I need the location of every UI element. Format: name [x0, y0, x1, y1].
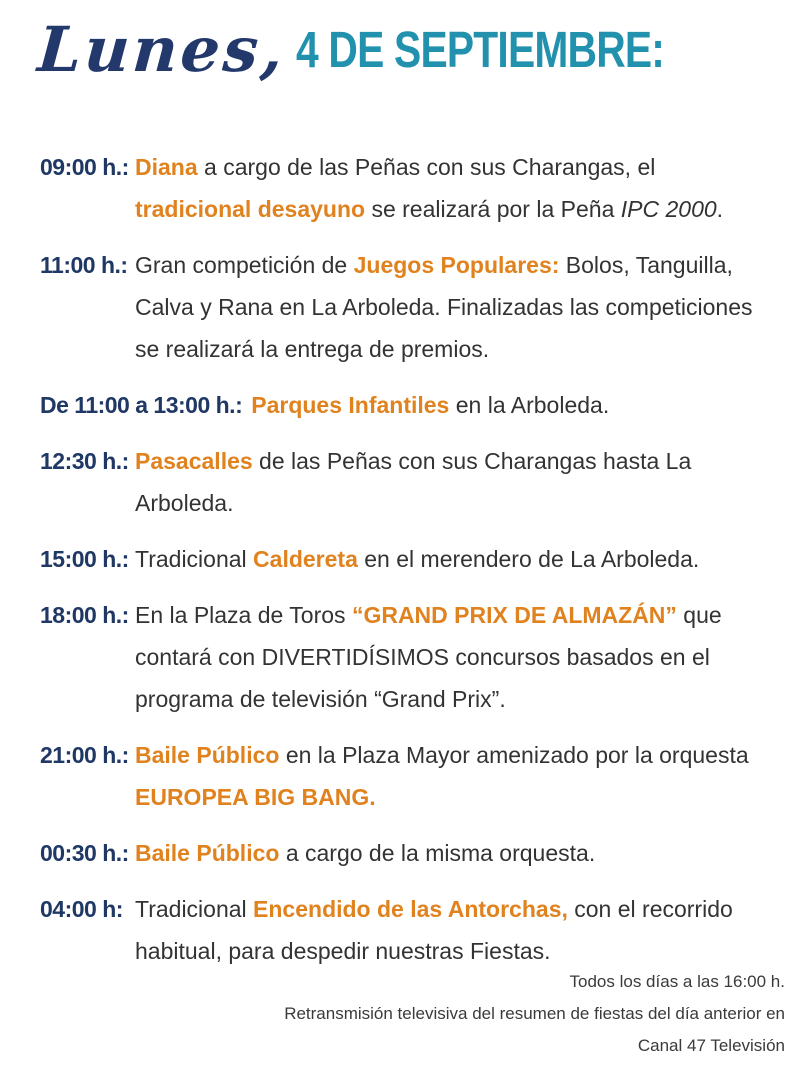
- entry-text-segment: a cargo de las Peñas con sus Charangas, el: [197, 154, 656, 180]
- entry-time: 15:00 h.:: [40, 546, 129, 572]
- entry-description: [135, 896, 733, 964]
- entry-time: 00:30 h.:: [40, 840, 129, 866]
- entry-description: [135, 546, 699, 572]
- schedule-entry: [40, 538, 769, 580]
- schedule-entry: [40, 244, 769, 370]
- entry-text-segment: .: [716, 196, 724, 222]
- entry-text-segment: Diana: [135, 154, 198, 180]
- entry-text-segment: EUROPEA BIG BANG.: [135, 784, 376, 810]
- entry-text-segment: Caldereta: [253, 546, 358, 572]
- date-title: 4 DE SEPTIEMBRE:: [295, 21, 664, 78]
- entry-time: 18:00 h.:: [40, 602, 129, 628]
- entry-text-segment: en la Plaza Mayor amenizado por la orquesta: [279, 742, 749, 768]
- entry-text-segment: que contará con DIVERTIDÍSIMOS concursos basados en el programa de televisión “Grand Prix”.: [135, 602, 722, 712]
- entry-text-segment: IPC 2000: [620, 196, 717, 222]
- entry-text-segment: se realizará por la Peña: [365, 196, 621, 222]
- entry-text-segment: Baile Público: [135, 742, 280, 768]
- entry-description: [135, 602, 722, 712]
- entry-text-segment: Baile Público: [135, 840, 280, 866]
- page-title: [35, 10, 756, 90]
- schedule-entry: [40, 832, 769, 874]
- schedule-entry: [40, 734, 769, 818]
- entry-time: De 11:00 a 13:00 h.:: [40, 392, 243, 418]
- entry-text-segment: Encendido de las Antorchas,: [253, 896, 568, 922]
- schedule-entry: [40, 594, 769, 720]
- entry-time: 04:00 h:: [40, 896, 123, 922]
- entry-description: [251, 392, 609, 418]
- entry-text-segment: en el merendero de La Arboleda.: [357, 546, 700, 572]
- entry-description: [135, 448, 691, 516]
- day-name-title: Lunes,: [35, 13, 289, 86]
- schedule-entry: [40, 384, 769, 426]
- entry-text-segment: Tradicional: [135, 546, 254, 572]
- entry-text-segment: tradicional desayuno: [135, 196, 366, 222]
- entry-text-segment: En la Plaza de Toros: [135, 602, 352, 628]
- footer-line: Todos los días a las 16:00 h.: [569, 972, 785, 991]
- footer-line: Canal 47 Televisión: [637, 1036, 785, 1055]
- schedule-entry: [40, 888, 769, 972]
- entry-description: [135, 742, 749, 810]
- entry-time: 09:00 h.:: [40, 154, 129, 180]
- entry-text-segment: Juegos Populares:: [353, 252, 560, 278]
- entry-time: 21:00 h.:: [40, 742, 129, 768]
- entry-text-segment: Tradicional: [135, 896, 254, 922]
- schedule-entry: [40, 146, 769, 230]
- entry-text-segment: Gran competición de: [135, 252, 354, 278]
- entry-text-segment: con el recorrido habitual, para despedir nuestras Fiestas.: [135, 896, 733, 964]
- entry-text-segment: Bolos, Tanguilla, Calva y Rana en La Arboleda. Finalizadas las competiciones se realizará la entrega de premios.: [135, 252, 753, 362]
- footer-line: Retransmisión televisiva del resumen de fiestas del día anterior en: [284, 1004, 785, 1023]
- entry-text-segment: a cargo de la misma orquesta.: [279, 840, 596, 866]
- footer-note: [284, 966, 785, 1062]
- entry-text-segment: “GRAND PRIX DE ALMAZÁN”: [351, 602, 677, 628]
- entry-text-segment: Pasacalles: [135, 448, 253, 474]
- entry-description: [135, 252, 753, 362]
- entry-text-segment: Parques Infantiles: [251, 392, 450, 418]
- entry-text-segment: de las Peñas con sus Charangas hasta La Arboleda.: [135, 448, 692, 516]
- entry-description: [135, 154, 723, 222]
- schedule-list: [40, 146, 769, 986]
- schedule-entry: [40, 440, 769, 524]
- entry-description: [135, 840, 595, 866]
- entry-time: 12:30 h.:: [40, 448, 129, 474]
- entry-text-segment: en la Arboleda.: [449, 392, 610, 418]
- entry-time: 11:00 h.:: [40, 252, 128, 278]
